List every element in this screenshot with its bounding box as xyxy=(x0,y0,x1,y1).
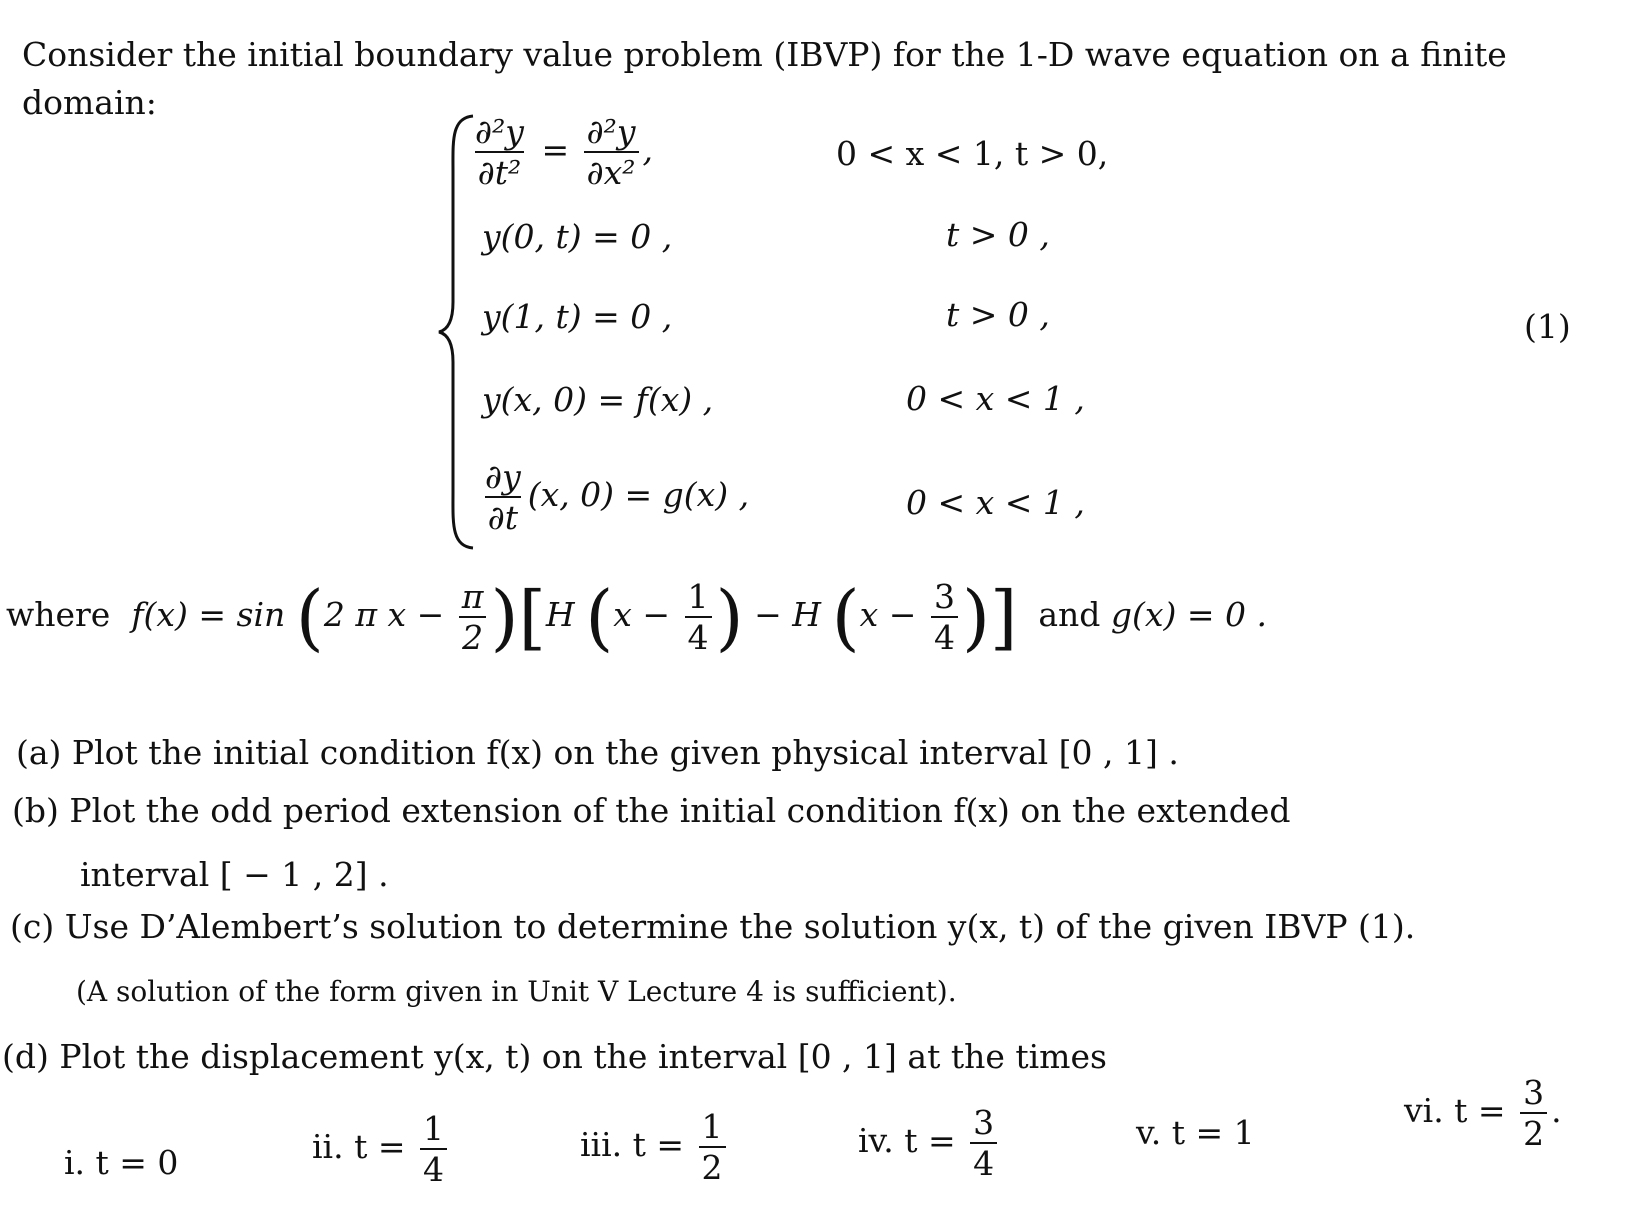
fraction-one-quarter: $\frac{1}{4}$ xyxy=(685,580,712,654)
fraction-three-quarters: $\frac{3}{4}$ xyxy=(931,580,958,654)
fraction-rhs: $\frac{\text{∂²y}}{\text{∂x²}}$ xyxy=(584,115,639,189)
equation-boundary-right: y(1, t) = 0 , xyxy=(482,297,673,336)
definition-line: where f(x) = sin (2 π x − $\frac{\pi}{2}$ )[H (x − $\frac{1}{4}$ ) − H (x − $\frac{3}{4}$ )] and g(x) = 0 . xyxy=(6,575,1267,659)
time-ii: ii. t = $\frac{1}{4}$ xyxy=(312,1112,451,1186)
fraction-time-iii: $\frac{1}{2}$ xyxy=(699,1110,726,1184)
part-a: (a) Plot the initial condition f(x) on the given physical interval [0 , 1] . xyxy=(16,733,1179,772)
intro-line-1: Consider the initial boundary value problem (IBVP) for the 1-D wave equation on a finite xyxy=(22,35,1507,74)
equation-wave: $\frac{\text{∂²y}}{\text{∂t²}}$ = $\frac{\text{∂²y}}{\text{∂x²}}$ , xyxy=(468,115,653,189)
equation-boundary-left: y(0, t) = 0 , xyxy=(482,217,673,256)
time-v: v. t = 1 xyxy=(1136,1113,1255,1152)
equation-initial-displacement: y(x, 0) = f(x) , xyxy=(482,380,714,419)
fraction-lhs: $\frac{\text{∂²y}}{\text{∂t²}}$ xyxy=(475,112,524,192)
fraction-dy-dt: $\frac{\partial y}{\partial t}$ xyxy=(485,457,521,537)
fraction-time-iv: $\frac{3}{4}$ xyxy=(970,1106,997,1180)
condition-3: t > 0 , xyxy=(946,295,1050,334)
part-b-line-1: (b) Plot the odd period extension of the initial condition f(x) on the extended xyxy=(12,791,1291,830)
part-d: (d) Plot the displacement y(x, t) on the interval [0 , 1] at the times xyxy=(2,1037,1107,1076)
condition-5: 0 < x < 1 , xyxy=(906,483,1085,522)
condition-4: 0 < x < 1 , xyxy=(906,379,1085,418)
fraction-time-ii: $\frac{1}{4}$ xyxy=(420,1112,447,1186)
condition-1: 0 < x < 1, t > 0, xyxy=(836,134,1109,173)
time-iv: iv. t = $\frac{3}{4}$ xyxy=(858,1106,1001,1180)
condition-2: t > 0 , xyxy=(946,215,1050,254)
time-i: i. t = 0 xyxy=(64,1143,179,1182)
equation-initial-velocity: $\frac{\partial y}{\partial t}$ (x, 0) = g(x) , xyxy=(478,460,749,534)
part-c-line-2: (A solution of the form given in Unit V Lecture 4 is sufficient). xyxy=(76,975,957,1008)
part-b-line-2: interval [ − 1 , 2] . xyxy=(80,855,389,894)
time-iii: iii. t = $\frac{1}{2}$ xyxy=(580,1110,730,1184)
fraction-pi-over-2: $\frac{\pi}{2}$ xyxy=(459,580,487,654)
time-vi: vi. t = $\frac{3}{2}$ . xyxy=(1404,1073,1562,1153)
equation-number: (1) xyxy=(1524,307,1571,346)
fraction-time-vi: $\frac{3}{2}$ xyxy=(1520,1076,1547,1150)
part-c-line-1: (c) Use D’Alembert’s solution to determine the solution y(x, t) of the given IBVP (1). xyxy=(10,907,1416,946)
intro-line-2: domain: xyxy=(22,83,157,122)
